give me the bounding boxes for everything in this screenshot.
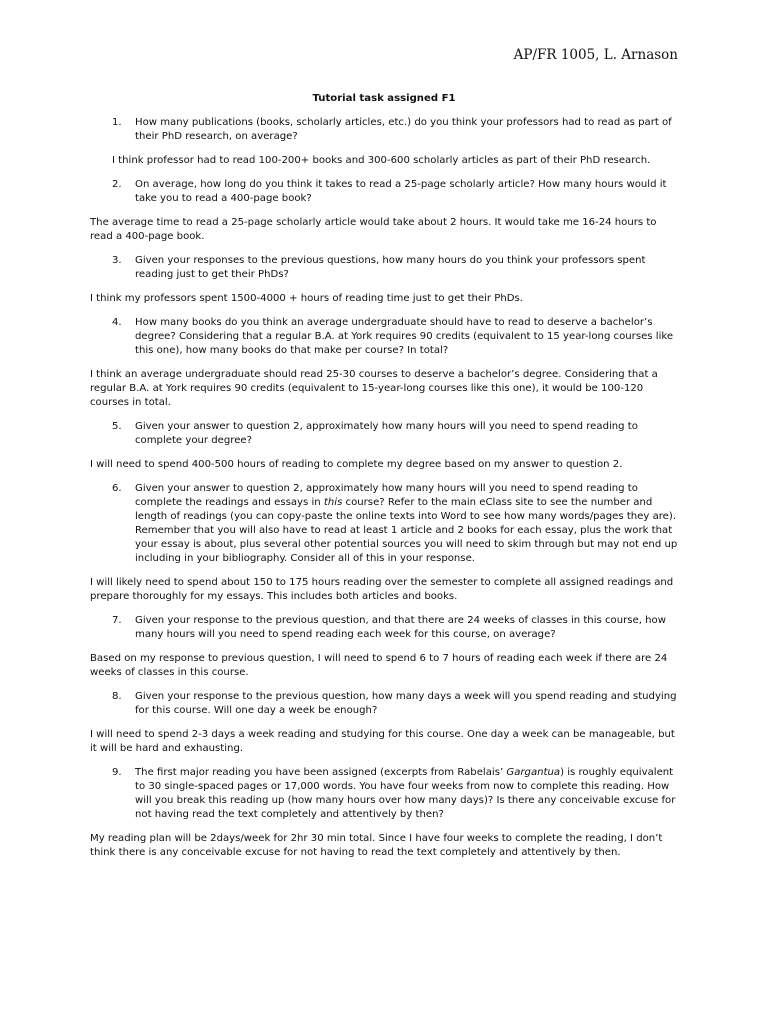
question-7	[90, 614, 678, 642]
answer-7: Based on my response to previous question, I will need to spend 6 to 7 hours of reading each week if there are 24 weeks of classes in this course.	[90, 653, 668, 678]
question-number: 7.	[112, 615, 122, 626]
answer-8: I will need to spend 2-3 days a week reading and studying for this course. One day a week can be manageable, but it will be hard and exhausting.	[90, 729, 675, 754]
answer-9: My reading plan will be 2days/week for 2hr 30 min total. Since I have four weeks to complete the reading, I don’t think there is any conceivable excuse for not having to read the text completely and attentively by then.	[90, 833, 663, 858]
question-6	[90, 482, 678, 566]
book-title: Gargantua	[506, 767, 561, 778]
question-text-part: ) is roughly equivalent to 30 single-spaced pages or 17,000 words. You have four weeks from now to complete this reading. How will you break this reading up (how many hours over how many days)? Is there any conceivable excuse for not having read the text completely and attentively by then?	[135, 767, 676, 820]
question-number: 4.	[112, 317, 122, 328]
question-number: 8.	[112, 691, 122, 702]
answer-1: I think professor had to read 100-200+ books and 300-600 scholarly articles as part of their PhD research.	[112, 155, 651, 166]
question-number: 2.	[112, 179, 122, 190]
answer-3: I think my professors spent 1500-4000 + hours of reading time just to get their PhDs.	[90, 293, 524, 304]
question-text-part: Given your answer to question 2, approximately how many hours will you need to spend reading to complete the readings and essays in	[135, 483, 638, 508]
question-text: Given your responses to the previous questions, how many hours do you think your professors spent reading just to get their PhDs?	[135, 255, 646, 280]
question-text	[135, 767, 675, 820]
question-number: 3.	[112, 255, 122, 266]
question-number: 9.	[112, 767, 122, 778]
question-text: Given your answer to question 2, approximately how many hours will you need to spend reading to complete your degree?	[135, 421, 638, 446]
question-number: 6.	[112, 483, 122, 494]
answer-4: I think an average undergraduate should read 25-30 courses to deserve a bachelor’s degree. Considering that a regular B.A. at York requires 90 credits (equivalent to 15-year-long courses like this one), it would be 100-120 courses in total.	[90, 369, 658, 408]
question-1	[90, 116, 678, 144]
question-number: 5.	[112, 421, 122, 432]
document-title: Tutorial task assigned F1	[312, 93, 456, 104]
question-5	[90, 420, 678, 448]
question-3	[90, 254, 678, 282]
question-4	[90, 316, 678, 358]
answer-2: The average time to read a 25-page scholarly article would take about 2 hours. It would take me 16-24 hours to read a 400-page book.	[90, 217, 657, 242]
question-8	[90, 690, 678, 718]
answer-6: I will likely need to spend about 150 to 175 hours reading over the semester to complete all assigned readings and prepare thoroughly for my essays. This includes both articles and books.	[90, 577, 674, 602]
question-number: 1.	[112, 117, 122, 128]
question-text-part: course? Refer to the main eClass site to see the number and length of readings (you can copy-paste the online texts into Word to see how many words/pages they are). Remember that you will also have to read at least 1 article and 2 books for each essay, plus the work that your essay is about, plus several other potential sources you will need to skim through but may not end up including in your bibliography. Consider all of this in your response.	[135, 497, 678, 564]
question-2	[90, 178, 678, 206]
question-text: How many publications (books, scholarly articles, etc.) do you think your professors had to read as part of their PhD research, on average?	[135, 117, 672, 142]
question-text: Given your response to the previous question, how many days a week will you spend reading and studying for this course. Will one day a week be enough?	[135, 691, 677, 716]
course-header: AP/FR 1005, L. Arnason	[513, 47, 678, 63]
question-text: Given your response to the previous question, and that there are 24 weeks of classes in this course, how many hours will you need to spend reading each week for this course, on average?	[135, 615, 666, 640]
question-9	[90, 766, 678, 822]
question-text	[135, 483, 677, 564]
question-text: How many books do you think an average undergraduate should have to read to deserve a bachelor’s degree? Considering that a regular B.A. at York requires 90 credits (equivalent to 15 year-long courses like this one), how many books do that make per course? In total?	[135, 317, 674, 356]
question-text: On average, how long do you think it takes to read a 25-page scholarly article? How many hours would it take you to read a 400-page book?	[135, 179, 667, 204]
answer-5: I will need to spend 400-500 hours of reading to complete my degree based on my answer to question 2.	[90, 459, 623, 470]
question-text-part: The first major reading you have been assigned (excerpts from Rabelais’	[135, 767, 507, 778]
emphasized-word: this	[323, 497, 343, 508]
document-body	[90, 92, 678, 870]
